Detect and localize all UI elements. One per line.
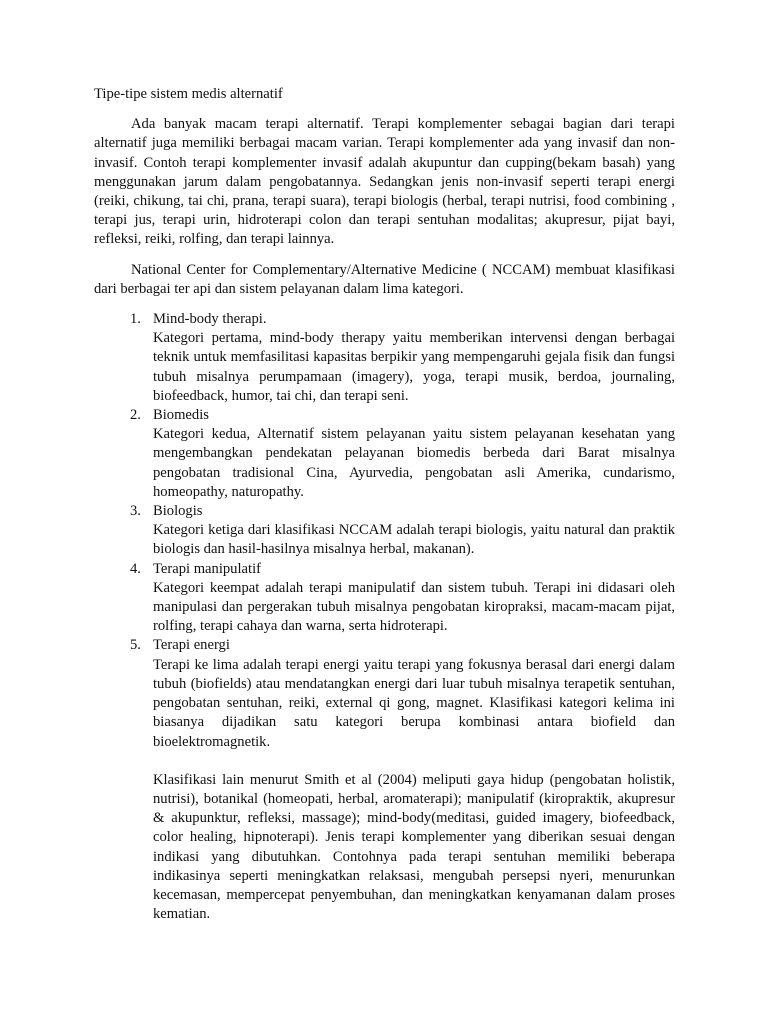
list-item	[94, 502, 675, 560]
list-number: 4.	[130, 560, 141, 577]
list-heading: Terapi manipulatif	[153, 560, 261, 577]
list-item	[94, 406, 675, 502]
list-number: 5.	[130, 637, 141, 654]
nccam-paragraph: National Center for Complementary/Alternative Medicine ( NCCAM) membuat klasifikasi dari berbagai ter api dan sistem pelayanan dalam lima kategori.	[94, 261, 675, 297]
list-heading: Terapi energi	[153, 637, 230, 654]
intro-paragraph: Ada banyak macam terapi alternatif. Terapi komplementer sebagai bagian dari terapi alternatif juga memiliki berbagai macam varian. Terapi komplementer ada yang invasif dan non-invasif. Contoh terapi komplementer invasif adalah akupuntur dan cupping(bekam basah) yang menggunakan jarum dalam pengobatannya. Sedangkan jenis non-invasif seperti terapi energi (reiki, chikung, tai chi, prana, terapi suara), terapi biologis (herbal, terapi nutrisi, food combining , terapi jus, terapi urin, hidroterapi colon dan terapi sentuhan modalitas; akupresur, pijat bayi, refleksi, reiki, rolfing, dan terapi lainnya.	[94, 116, 675, 248]
list-heading: Mind-body therapi.	[153, 311, 267, 328]
category-list	[94, 310, 675, 752]
list-item	[94, 560, 675, 637]
document-title: Tipe-tipe sistem medis alternatif	[94, 86, 283, 102]
list-heading: Biologis	[153, 503, 203, 520]
list-body: Kategori ketiga dari klasifikasi NCCAM adalah terapi biologis, yaitu natural dan praktik biologis dan hasil-hasilnya misalnya herbal, makanan).	[153, 522, 675, 558]
list-body: Kategori keempat adalah terapi manipulatif dan sistem tubuh. Terapi ini didasari oleh manipulasi dan pergerakan tubuh misalnya pengobatan kiropraksi, macam-macam pijat, rolfing, terapi cahaya dan warna, serta hidroterapi.	[153, 579, 675, 635]
list-item	[94, 310, 675, 406]
list-item	[94, 636, 675, 751]
list-number: 2.	[130, 407, 141, 424]
list-body: Kategori kedua, Alternatif sistem pelayanan yaitu sistem pelayanan kesehatan yang mengembangkan pendekatan pelayanan biomedis berbeda dari Barat misalnya pengobatan tradisional Cina, Ayurvedia, pengobatan asli Amerika, cundarismo, homeopathy, naturopathy.	[153, 426, 675, 500]
list-number: 3.	[130, 503, 141, 520]
list-body: Terapi ke lima adalah terapi energi yaitu terapi yang fokusnya berasal dari energi dalam tubuh (biofields) atau mendatangkan energi dari luar tubuh misalnya terapetik sentuhan, pengobatan sentuhan, reiki, external qi gong, magnet. Klasifikasi kategori kelima ini biasanya dijadikan satu kategori berupa kombinasi antara biofield dan bioelektromagnetik.	[153, 656, 675, 750]
list-heading: Biomedis	[153, 407, 209, 424]
list-number: 1.	[130, 311, 141, 328]
closing-paragraph: Klasifikasi lain menurut Smith et al (2004) meliputi gaya hidup (pengobatan holistik, nutrisi), botanikal (homeopati, herbal, aromaterapi); manipulatif (kiropraktik, akupresur & akupunktur, refleksi, massage); mind-body(meditasi, guided imagery, biofeedback, color healing, hipnoterapi). Jenis terapi komplementer yang diberikan sesuai dengan indikasi yang dibutuhkan. Contohnya pada terapi sentuhan memiliki beberapa indikasinya seperti meningkatkan relaksasi, mengubah persepsi nyeri, menurunkan kecemasan, mempercepat penyembuhan, dan meningkatkan kenyamanan dalam proses kematian.	[153, 771, 675, 923]
list-body: Kategori pertama, mind-body therapy yaitu memberikan intervensi dengan berbagai teknik untuk memfasilitasi kapasitas berpikir yang mempengaruhi gejala fisik dan fungsi tubuh misalnya perumpamaan (imagery), yoga, terapi musik, berdoa, journaling, biofeedback, humor, tai chi, dan terapi seni.	[153, 330, 675, 404]
